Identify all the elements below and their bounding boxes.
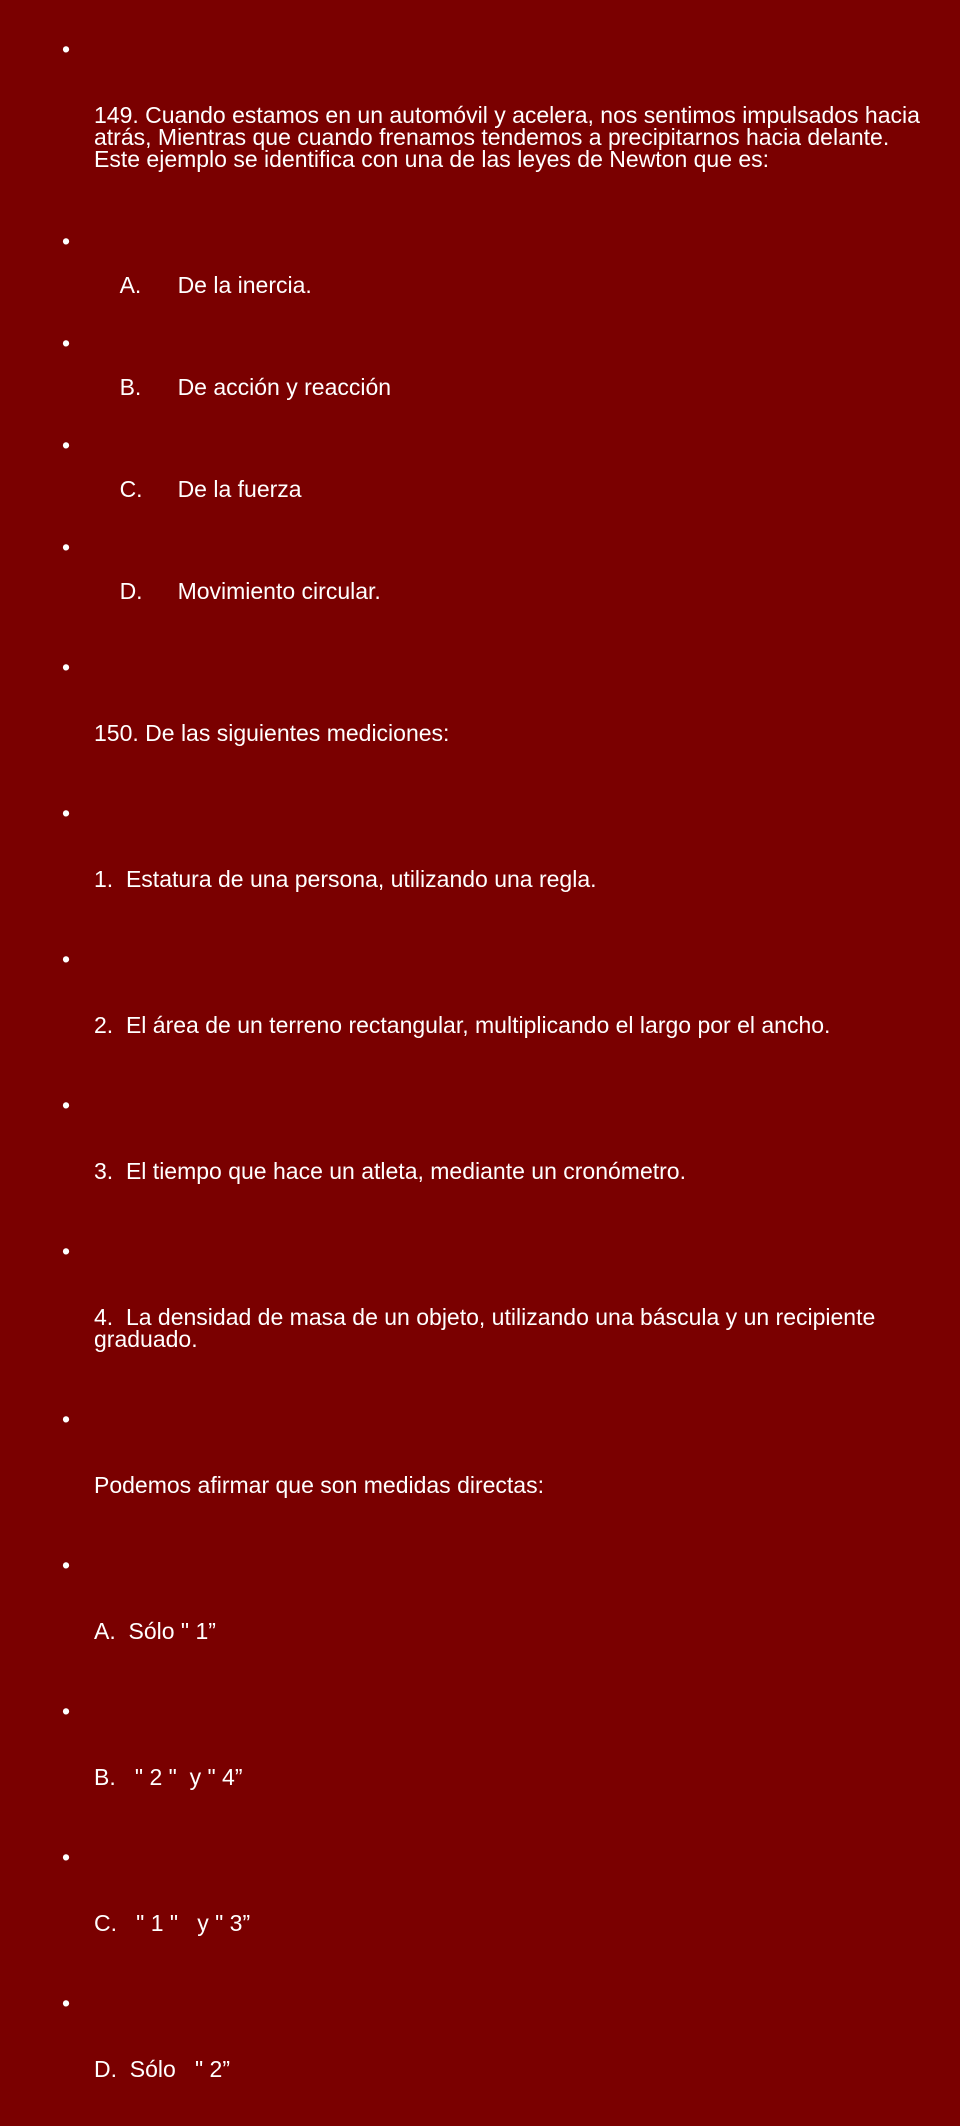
question-150-option-c <box>62 1846 920 1978</box>
question-149-option-c <box>62 434 920 522</box>
bullet: • <box>62 1406 71 1432</box>
question-149-stem <box>62 36 927 214</box>
measurement-text: 4. La densidad de masa de un objeto, utilizando una báscula y un recipiente graduado. <box>94 1304 882 1352</box>
bullet: • <box>62 946 71 972</box>
option-text: D. Sólo " 2” <box>94 2056 230 2082</box>
bullet: • <box>62 654 71 680</box>
option-letter: A. <box>119 272 142 298</box>
bullet: • <box>62 228 71 254</box>
question-150-option-b <box>62 1700 920 1832</box>
question-149-option-a <box>62 230 920 318</box>
question-150-prompt <box>62 1408 920 1540</box>
question-150-item-4 <box>62 1240 920 1394</box>
bullet: • <box>62 1092 71 1118</box>
question-text: 149. Cuando estamos en un automóvil y acelera, nos sentimos impulsados hacia atrás, Mientras que cuando frenamos tendemos a precipitarnos hacia delante. Este ejemplo se identifica con una de las leyes de Newton que es: <box>94 102 927 172</box>
bullet: • <box>62 1698 71 1724</box>
option-text: B. " 2 " y " 4” <box>94 1764 243 1790</box>
option-text: C. " 1 " y " 3” <box>94 1910 251 1936</box>
bullet: • <box>62 36 71 62</box>
bullet: • <box>62 800 71 826</box>
option-text: Movimiento circular. <box>177 578 381 604</box>
question-150-item-1 <box>62 802 920 934</box>
option-letter: B. <box>119 374 142 400</box>
bullet: • <box>62 534 71 560</box>
option-text: De la inercia. <box>177 272 312 298</box>
option-text: De la fuerza <box>177 476 302 502</box>
question-150-stem <box>62 656 920 788</box>
bullet: • <box>62 1844 71 1870</box>
measurement-text: 2. El área de un terreno rectangular, multiplicando el largo por el ancho. <box>94 1012 831 1038</box>
bullet: • <box>62 1552 71 1578</box>
bullet: • <box>62 1238 71 1264</box>
question-149-option-b <box>62 332 920 420</box>
measurement-text: 3. El tiempo que hace un atleta, mediante un cronómetro. <box>94 1158 686 1184</box>
bullet: • <box>62 330 71 356</box>
option-text: De acción y reacción <box>177 374 392 400</box>
bullet: • <box>62 432 71 458</box>
question-150-item-3 <box>62 1094 920 1226</box>
option-letter: D. <box>119 578 143 604</box>
bullet: • <box>62 1990 71 2016</box>
question-149-option-d <box>62 536 920 624</box>
measurement-text: 1. Estatura de una persona, utilizando una regla. <box>94 866 597 892</box>
prompt-text: Podemos afirmar que son medidas directas: <box>94 1472 544 1498</box>
question-150-option-a <box>62 1554 920 1686</box>
question-150-option-d <box>62 1992 920 2124</box>
question-text: 150. De las siguientes mediciones: <box>94 720 450 746</box>
option-letter: C. <box>119 476 143 502</box>
option-text: A. Sólo " 1” <box>94 1618 216 1644</box>
question-150-item-2 <box>62 948 920 1080</box>
